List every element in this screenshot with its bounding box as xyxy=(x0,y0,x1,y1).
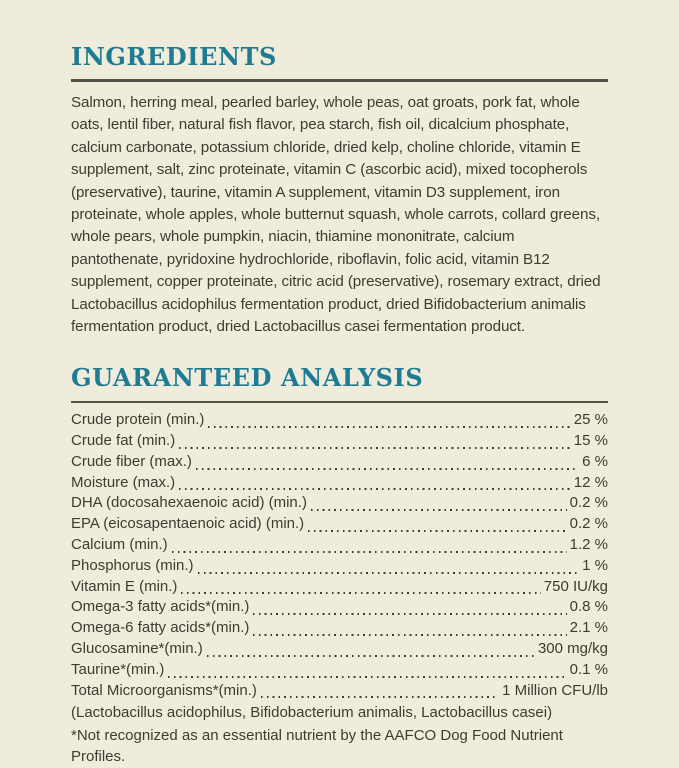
dot-leader xyxy=(253,634,566,636)
analysis-row xyxy=(71,598,608,619)
analysis-row xyxy=(71,536,608,557)
pet-food-label xyxy=(71,0,608,768)
analysis-row xyxy=(71,432,608,453)
analysis-row xyxy=(71,578,608,599)
guaranteed-analysis-section xyxy=(71,365,608,767)
guaranteed-analysis-title: GUARANTEED ANALYSIS xyxy=(71,363,424,393)
dot-leader xyxy=(181,592,540,594)
analysis-row-label: Taurine*(min.) xyxy=(71,660,165,678)
dot-leader xyxy=(311,509,567,511)
analysis-row-label: Glucosamine*(min.) xyxy=(71,640,203,658)
analysis-row-label: Crude fat (min.) xyxy=(71,432,176,450)
ingredients-text: Salmon, herring meal, pearled barley, whole peas, oat groats, pork fat, whole oats, lentil fiber, natural fish flavor, pea starch, fish oil, dicalcium phosphate, calcium carbonate, potassium chloride, dried kelp, choline chloride, vitamin E supplement, salt, zinc proteinate, vitamin C (ascorbic acid), mixed tocopherols (preservative), taurine, vitamin A supplement, vitamin D3 supplement, iron proteinate, whole apples, whole butternut squash, whole carrots, collard greens, whole pears, whole pumpkin, niacin, thiamine mononitrate, calcium pantothenate, pyridoxine hydrochloride, riboflavin, folic acid, vitamin B12 supplement, copper proteinate, citric acid (preservative), rosemary extract, dried Lactobacillus acidophilus fermentation product, dried Bifidobacterium animalis fermentation product, dried Lactobacillus casei fermentation product. xyxy=(71,93,601,335)
analysis-row-label: DHA (docosahexaenoic acid) (min.) xyxy=(71,494,307,512)
analysis-row-value: 2.1 % xyxy=(569,619,608,637)
analysis-row-value: 6 % xyxy=(582,452,608,470)
dot-leader xyxy=(253,613,566,615)
analysis-row-value: 1 % xyxy=(582,556,608,574)
microorganisms-detail: (Lactobacillus acidophilus, Bifidobacterium animalis, Lactobacillus casei) xyxy=(71,704,553,722)
dot-leader xyxy=(196,468,579,470)
analysis-row-value: 0.2 % xyxy=(569,515,608,533)
analysis-row-value: 300 mg/kg xyxy=(537,640,608,658)
analysis-row-label: Calcium (min.) xyxy=(71,536,168,554)
dot-leader xyxy=(172,551,567,553)
guaranteed-analysis-divider xyxy=(71,401,608,404)
analysis-row-value: 0.2 % xyxy=(569,494,608,512)
dot-leader xyxy=(261,696,499,698)
analysis-row-value: 0.1 % xyxy=(569,660,608,678)
analysis-row xyxy=(71,474,608,495)
dot-leader xyxy=(308,530,566,532)
dot-leader xyxy=(207,655,535,657)
analysis-row-label: Moisture (max.) xyxy=(71,473,176,491)
ingredients-divider xyxy=(71,79,608,82)
analysis-row xyxy=(71,619,608,640)
analysis-row-label: Total Microorganisms*(min.) xyxy=(71,681,257,699)
dot-leader xyxy=(179,488,571,490)
analysis-row-value: 15 % xyxy=(573,432,608,450)
analysis-row-value: 1.2 % xyxy=(569,536,608,554)
analysis-row xyxy=(71,682,608,703)
analysis-row-value: 1 Million CFU/lb xyxy=(502,681,608,699)
analysis-row-value: 12 % xyxy=(573,473,608,491)
analysis-row-value: 0.8 % xyxy=(569,598,608,616)
dot-leader xyxy=(198,572,580,574)
analysis-row xyxy=(71,515,608,536)
analysis-row xyxy=(71,557,608,578)
analysis-row xyxy=(71,494,608,515)
dot-leader xyxy=(179,447,571,449)
analysis-row xyxy=(71,661,608,682)
analysis-row-label: Crude fiber (max.) xyxy=(71,452,192,470)
analysis-row xyxy=(71,640,608,661)
analysis-row-label: Omega-6 fatty acids*(min.) xyxy=(71,619,250,637)
analysis-row-label: Vitamin E (min.) xyxy=(71,577,178,595)
analysis-row-label: Crude protein (min.) xyxy=(71,411,205,429)
analysis-row-label: EPA (eicosapentaenoic acid) (min.) xyxy=(71,515,305,533)
analysis-row-label: Phosphorus (min.) xyxy=(71,556,194,574)
analysis-row-value: 750 IU/kg xyxy=(543,577,608,595)
ingredients-title: INGREDIENTS xyxy=(71,42,277,71)
analysis-row xyxy=(71,453,608,474)
analysis-row xyxy=(71,411,608,432)
analysis-row-label: Omega-3 fatty acids*(min.) xyxy=(71,598,250,616)
analysis-table xyxy=(71,411,608,702)
dot-leader xyxy=(168,676,566,678)
analysis-row-value: 25 % xyxy=(573,411,608,429)
analysis-footnote: *Not recognized as an essential nutrient by the AAFCO Dog Food Nutrient Profiles. xyxy=(71,727,563,765)
dot-leader xyxy=(208,426,570,428)
ingredients-section xyxy=(71,44,608,338)
